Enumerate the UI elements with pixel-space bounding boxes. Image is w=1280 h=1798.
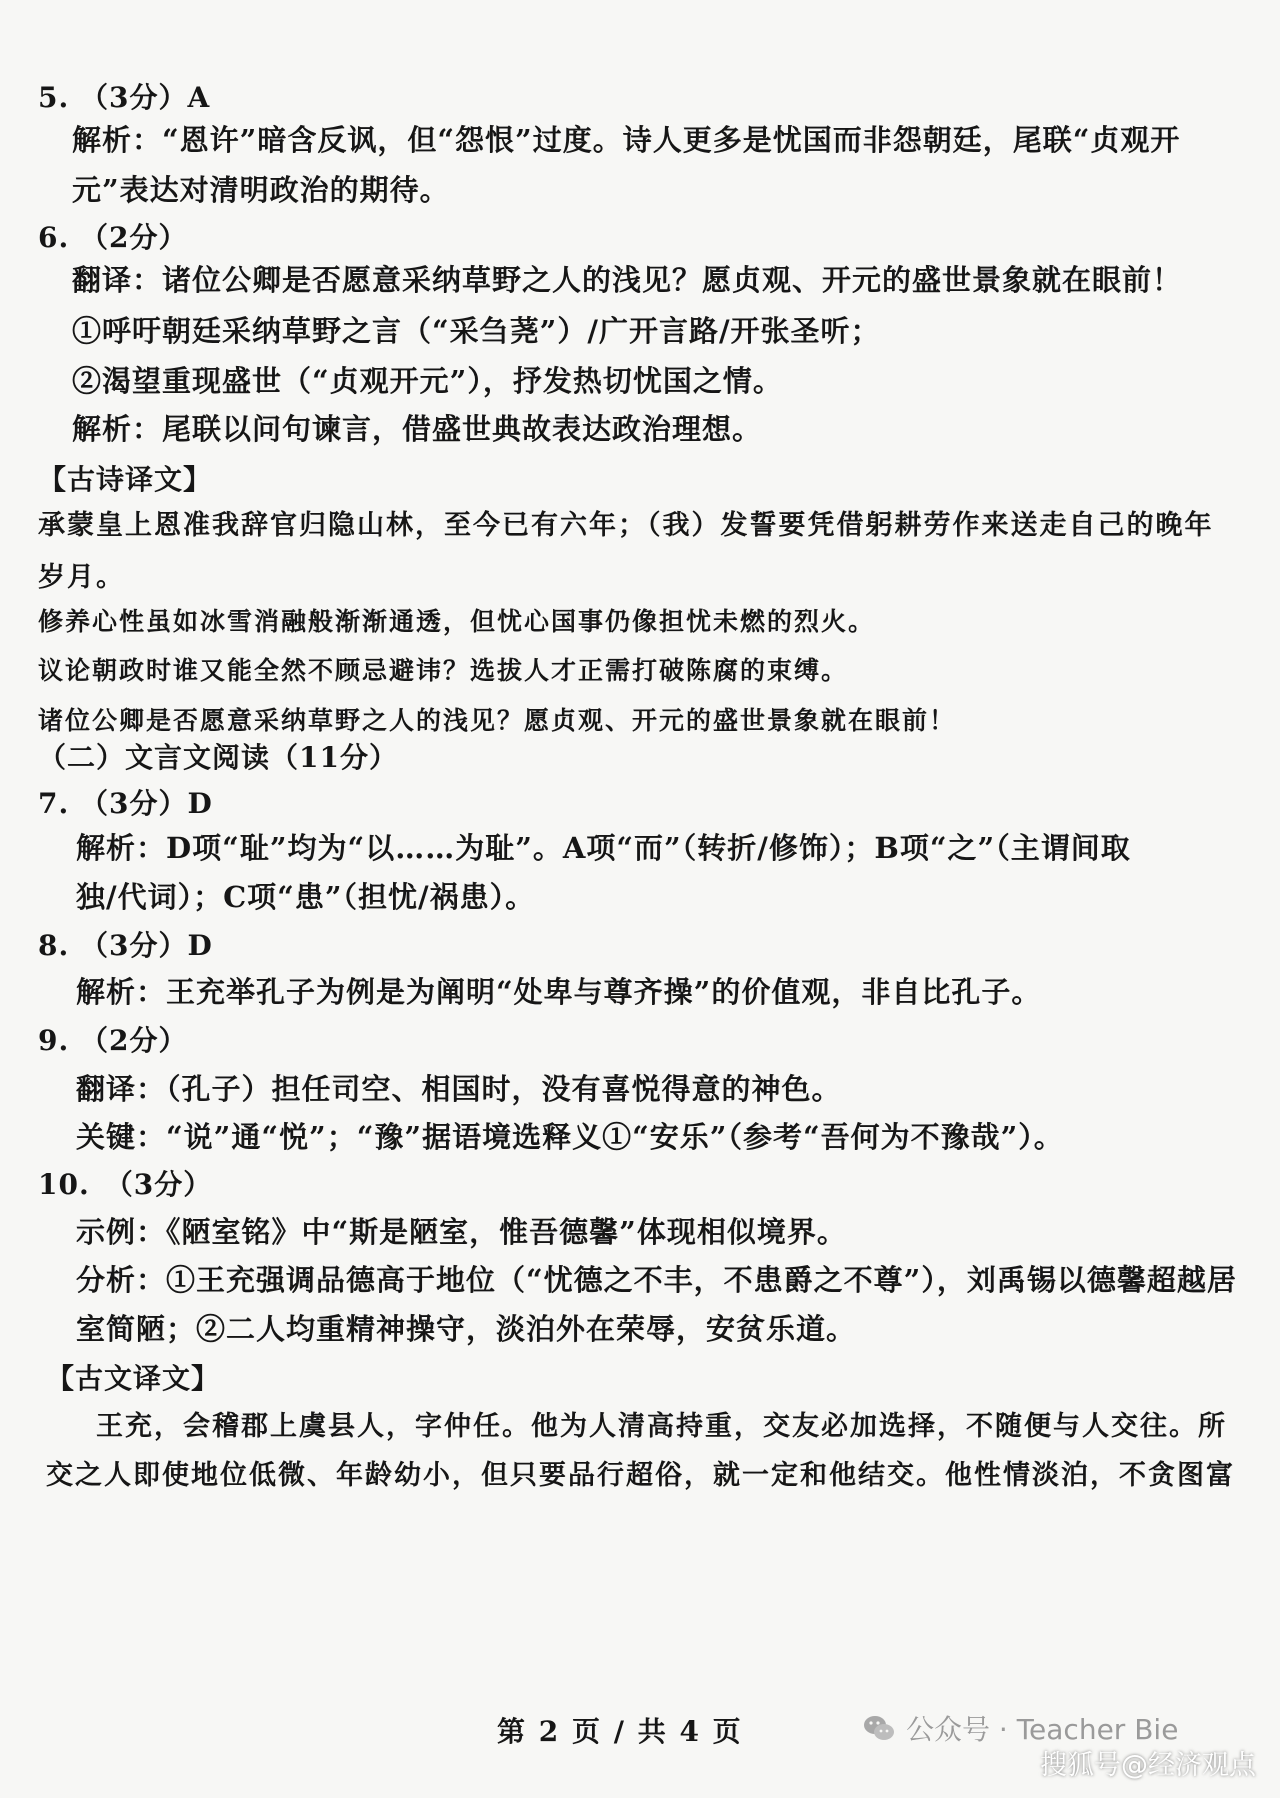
q10-analysis-line-2: 室简陋；②二人均重精神操守，淡泊外在荣辱，安贫乐道。: [76, 1312, 857, 1346]
poem-translation-heading: 【古诗译文】: [38, 463, 213, 496]
question-9-header: 9. （2分）: [38, 1024, 188, 1057]
q10-analysis-line-1: 分析：①王充强调品德高于地位（“忧德之不丰，不患爵之不尊”），刘禹锡以德馨超越居: [76, 1263, 1237, 1297]
page-footer: 第 2 页 / 共 4 页: [497, 1715, 743, 1748]
watermark-overlay-text: 搜狐号@经济观点: [1040, 1750, 1256, 1781]
watermark-text: 公众号 · Teacher Bie: [906, 1713, 1179, 1746]
q7-analysis-line-2: 独/代词）；C项“患”（担忧/祸患）。: [76, 880, 536, 914]
question-5-header: 5. （3分）A: [38, 81, 211, 114]
q10-example: 示例：《陋室铭》中“斯是陋室，惟吾德馨”体现相似境界。: [76, 1215, 847, 1249]
question-7-header: 7. （3分）D: [38, 787, 213, 820]
q6-analysis: 解析：尾联以问句谏言，借盛世典故表达政治理想。: [72, 412, 763, 446]
question-6-header: 6. （2分）: [38, 221, 188, 254]
poem-translation-line-4: 议论朝政时谁又能全然不顾忌避讳？选拔人才正需打破陈腐的束缚。: [38, 656, 849, 685]
watermark: [862, 1708, 1178, 1748]
q5-analysis-line-1: 解析：“恩许”暗含反讽，但“怨恨”过度。诗人更多是忧国而非怨朝廷，尾联“贞观开: [72, 123, 1181, 157]
prose-translation-heading: 【古文译文】: [46, 1362, 221, 1395]
q6-point-1: ①呼吁朝廷采纳草野之言（“采刍荛”）/广开言路/开张圣听；: [72, 314, 881, 348]
q6-translation: 翻译：诸位公卿是否愿意采纳草野之人的浅见？愿贞观、开元的盛世景象就在眼前！: [72, 263, 1183, 297]
q6-point-2: ②渴望重现盛世（“贞观开元”），抒发热切忧国之情。: [72, 364, 783, 398]
poem-translation-line-3: 修养心性虽如冰雪消融般渐渐通透，但忧心国事仍像担忧未燃的烈火。: [38, 607, 876, 636]
question-8-header: 8. （3分）D: [38, 929, 213, 962]
poem-translation-line-1: 承蒙皇上恩准我辞官归隐山林，至今已有六年；（我）发誓要凭借躬耕劳作来送走自己的晚年: [38, 510, 1214, 541]
prose-translation-line-2: 交之人即使地位低微、年龄幼小，但只要品行超俗，就一定和他结交。他性情淡泊，不贪图富: [46, 1460, 1235, 1491]
poem-translation-line-2: 岁月。: [38, 562, 125, 593]
q7-analysis-line-1: 解析：D项“耻”均为“以……为耻”。A项“而”（转折/修饰）；B项“之”（主谓间取: [76, 831, 1131, 865]
q9-key-points: 关键：“说”通“悦”；“豫”据语境选释义①“安乐”（参考“吾何为不豫哉”）。: [76, 1120, 1064, 1154]
q8-analysis: 解析：王充举孔子为例是为阐明“处卑与尊齐操”的价值观，非自比孔子。: [76, 975, 1042, 1009]
q5-analysis-line-2: 元”表达对清明政治的期待。: [72, 173, 450, 207]
poem-translation-line-5: 诸位公卿是否愿意采纳草野之人的浅见？愿贞观、开元的盛世景象就在眼前！: [38, 706, 957, 735]
wechat-icon: [862, 1711, 896, 1745]
section-classical-reading-heading: （二）文言文阅读（11分）: [38, 741, 398, 774]
q9-translation: 翻译：（孔子）担任司空、相国时，没有喜悦得意的神色。: [76, 1072, 842, 1106]
prose-translation-line-1: 王充，会稽郡上虞县人，字仲任。他为人清高持重，交友必加选择，不随便与人交往。所: [96, 1411, 1227, 1442]
question-10-header: 10. （3分）: [38, 1168, 213, 1201]
